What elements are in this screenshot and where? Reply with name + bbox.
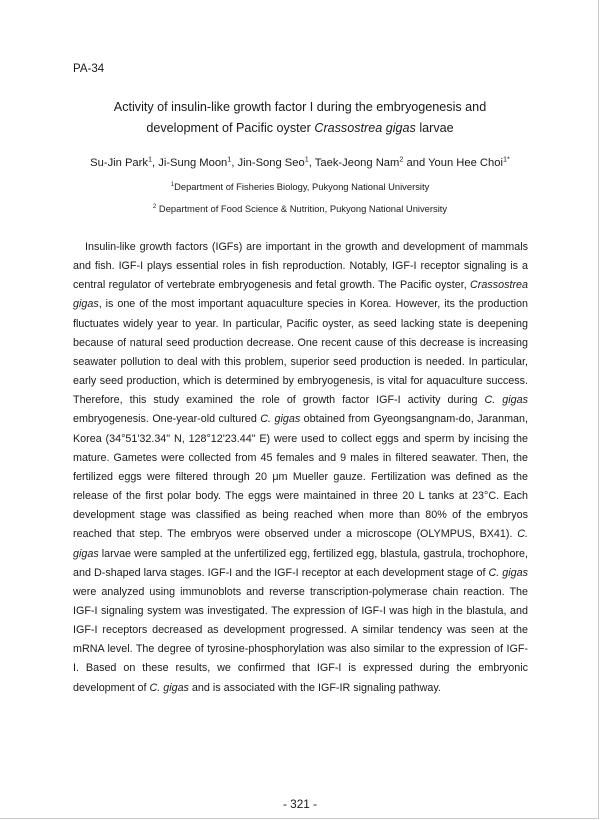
author-name: Taek-Jeong Nam (314, 157, 400, 169)
species-name: C. gigas (260, 413, 301, 426)
author (158, 154, 238, 169)
abstract-body (73, 238, 528, 698)
abstract-text: embryogenesis. One-year-old cultured (73, 413, 261, 426)
author-separator: , (152, 157, 159, 169)
abstract-text: and is associated with the IGF-IR signaling pathway. (188, 681, 441, 694)
author-separator: , (231, 157, 238, 169)
affiliation-text: Department of Fisheries Biology, Pukyong National University (174, 181, 430, 192)
affiliation-mark: 2 (152, 202, 157, 210)
author (428, 154, 510, 169)
author-name: Ji-Sung Moon (158, 157, 228, 169)
species-name: C. gigas (149, 681, 189, 694)
author-separator: , (308, 157, 315, 169)
abstract-text: obtained from Gyeongsangnam-do, Jaranman, Korea (34°51'32.34" N, 128°12'23.44" E) were used to collect eggs and sperm by incising the mature. Gametes were collected from 45 females and 9 males in filtered seawater. Then, the fertilized eggs were filtered through 20 μm Mueller gauze. Fertilization was defined as the release of the first polar body. The eggs were maintained in three 20 L tanks at 23°C. Each development stage was classified as being reached when more than 80% of the embryos reached that step. The embryos were observed under a microscope (OLYMPUS, BX41). (73, 413, 529, 541)
title-species: Crassostrea gigas (314, 121, 416, 135)
author-name: Youn Hee Choi (428, 157, 503, 169)
species-name: C. gigas (484, 394, 529, 407)
author (90, 154, 159, 169)
paper-title (60, 97, 540, 139)
author-affiliation-mark: 1 (147, 154, 153, 164)
author-name: Jin-Song Seo (237, 157, 305, 169)
abstract-code: PA-34 (73, 63, 105, 75)
author-affiliation-mark: 1 (227, 154, 232, 164)
abstract-text: were analyzed using immunoblots and reverse transcription-polymerase chain reaction. The IGF-I signaling system was investigated. The expression of IGF-I was high in the blastula, and IGF-I receptors decreased as development progressed. A similar tendency was seen at the mRNA level. The degree of tyrosine-phosphorylation was also similar to the expression of IGF-I. Based on these results, we confirmed that IGF-I is expressed during the embryonic development of (73, 585, 528, 694)
title-line-2 (60, 118, 540, 139)
title-line-2-suffix: larvae (415, 121, 454, 135)
affiliation-mark: 1 (170, 180, 175, 188)
author-separator: and (403, 157, 429, 169)
abstract-text: Insulin-like growth factors (IGFs) are important in the growth and development of mammals and fish. IGF-I plays essential roles in fish reproduction. Notably, IGF-I receptor signaling is a central regulator of vertebrate embryogenesis and fetal growth. The Pacific oyster, (73, 241, 528, 292)
author-affiliation-mark: 1* (502, 154, 510, 164)
species-name: C. gigas (73, 528, 528, 560)
affiliation-1 (60, 181, 540, 192)
species-name: Crassostrea gigas (73, 279, 528, 311)
author-affiliation-mark: 1 (304, 154, 309, 164)
abstract-text: , is one of the most important aquaculture species in Korea. However, its the production fluctuates widely year to year. In particular, Pacific oyster, as seed lacking state is deepening because of natural seed production decrease. One recent cause of this decrease is increasing seawater pollution to deal with this problem, superior seed production is needed. In particular, early seed production, which is determined by embryogenesis, is vital for aquaculture success. Therefore, this study examined the role of growth factor IGF-I activity during (73, 298, 528, 407)
title-line-1: Activity of insulin-like growth factor I during the embryogenesis and (113, 100, 487, 114)
affiliation-2 (60, 203, 540, 214)
author (314, 154, 429, 169)
author (237, 154, 315, 169)
species-name: C. gigas (488, 566, 528, 579)
abstract-text: larvae were sampled at the unfertilized egg, fertilized egg, blastula, gastrula, trochophore, and D-shaped larva stages. IGF-I and the IGF-I receptor at each development stage of (73, 547, 528, 579)
title-line-2-prefix: development of Pacific oyster (146, 121, 315, 135)
author-name: Su-Jin Park (90, 157, 148, 169)
affiliation-text: Department of Food Science & Nutrition, Pukyong National University (156, 203, 448, 214)
author-affiliation-mark: 2 (399, 154, 404, 164)
page-number: - 321 - (282, 797, 318, 811)
author-list (60, 154, 540, 169)
